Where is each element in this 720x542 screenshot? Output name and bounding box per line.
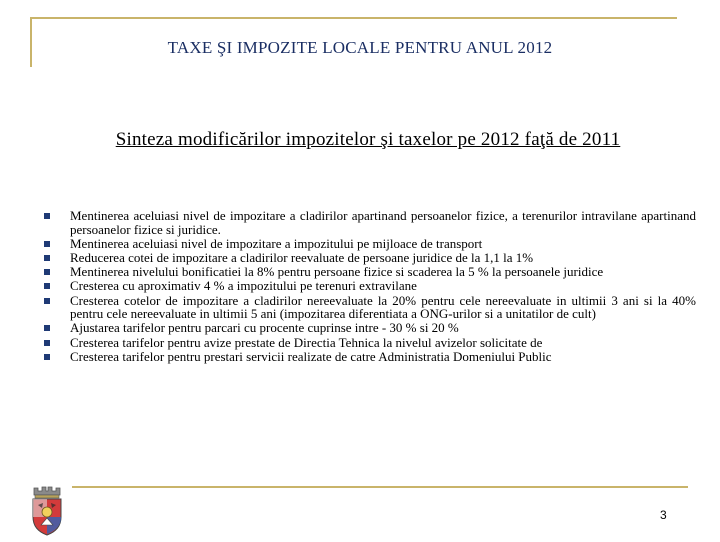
list-item-text: Mentinerea aceluiasi nivel de impozitare a cladirilor apartinand persoanelor fizice, a terenurilor intravilane apartinand persoanelor fizice si juridice. xyxy=(70,208,696,237)
list-item xyxy=(40,294,696,321)
list-item xyxy=(40,279,696,293)
square-bullet-icon xyxy=(44,269,50,275)
list-item xyxy=(40,336,696,350)
square-bullet-icon xyxy=(44,354,50,360)
square-bullet-icon xyxy=(44,283,50,289)
list-item xyxy=(40,237,696,251)
coat-of-arms-icon xyxy=(27,485,67,537)
list-item xyxy=(40,265,696,279)
footer-border-line xyxy=(72,486,688,488)
list-item-text: Cresterea tarifelor pentru prestari servicii realizate de catre Administratia Domeniului Public xyxy=(70,348,552,364)
list-item xyxy=(40,321,696,335)
top-border-line xyxy=(30,17,677,19)
slide-title: TAXE ŞI IMPOZITE LOCALE PENTRU ANUL 2012 xyxy=(167,38,553,57)
page-number: 3 xyxy=(660,508,667,522)
square-bullet-icon xyxy=(44,298,50,304)
list-item-text: Mentinerea aceluiasi nivel de impozitare a impozitului pe mijloace de transport xyxy=(70,235,483,251)
square-bullet-icon xyxy=(44,340,50,346)
list-item-text: Mentinerea nivelului bonificatiei la 8% pentru persoane fizice si scaderea la 5 % la persoanele juridice xyxy=(70,264,604,280)
slide-subtitle: Sinteza modificărilor impozitelor şi taxelor pe 2012 faţă de 2011 xyxy=(115,129,621,150)
square-bullet-icon xyxy=(44,255,50,261)
list-item xyxy=(40,209,696,236)
list-item xyxy=(40,350,696,364)
list-item xyxy=(40,251,696,265)
square-bullet-icon xyxy=(44,213,50,219)
square-bullet-icon xyxy=(44,325,50,331)
list-item-text: Cresterea cu aproximativ 4 % a impozitului pe terenuri extravilane xyxy=(70,278,417,294)
list-item-text: Cresterea tarifelor pentru avize prestate de Directia Tehnica la nivelul avizelor solicitate de xyxy=(70,334,543,350)
square-bullet-icon xyxy=(44,241,50,247)
list-item-text: Reducerea cotei de impozitare a cladirilor reevaluate de persoane juridice de la 1,1 la 1% xyxy=(70,249,534,265)
list-item-text: Cresterea cotelor de impozitare a cladirilor nereevaluate la 20% pentru cele nereevaluate in ultimii 3 ani si la 40% pentru cele nereevaluate in ultimii 5 ani (impozitarea diferentiata a ONG-urilor si a unitatilor de cult) xyxy=(70,292,696,322)
bullet-list xyxy=(40,209,696,364)
list-item-text: Ajustarea tarifelor pentru parcari cu procente cuprinse intre - 30 % si 20 % xyxy=(70,320,459,336)
